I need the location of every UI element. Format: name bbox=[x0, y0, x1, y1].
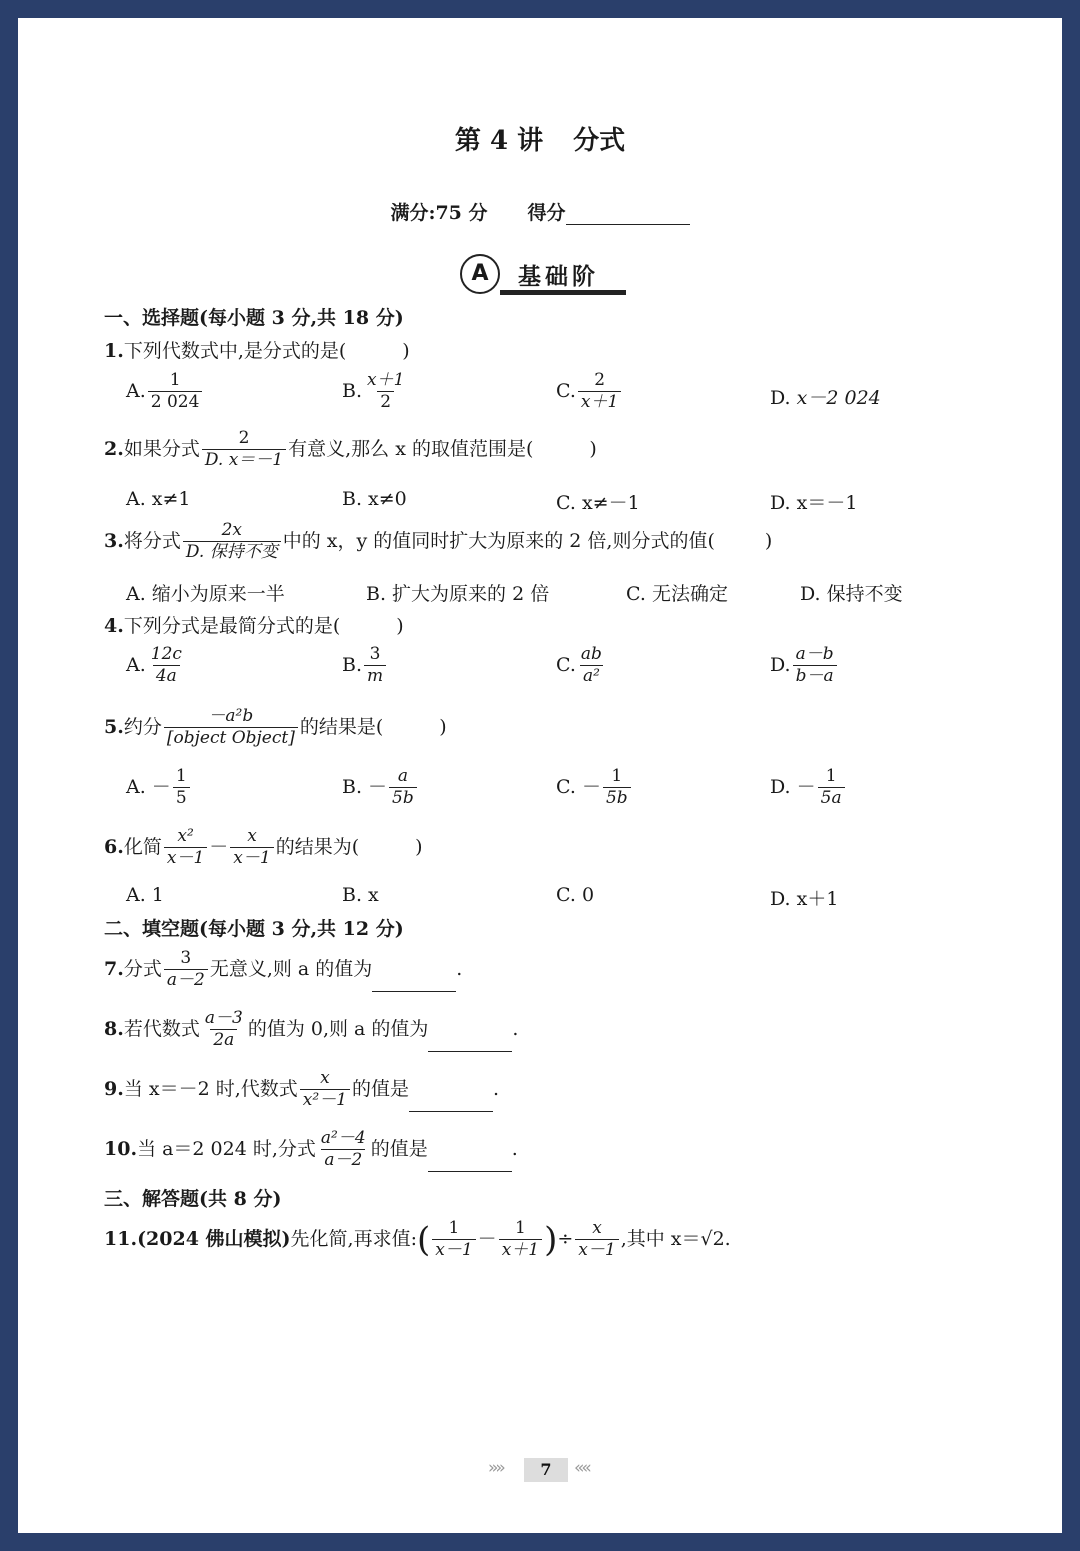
question-6: 6.化简 $\frac{\text{x²}}{x-1}$ － $\frac{x}{x-1}$ 的结果为( ) bbox=[104, 826, 423, 869]
q1-option-d[interactable]: D. x－2 024 bbox=[770, 387, 881, 409]
q4-option-c[interactable]: C. $\frac{ab}{\text{a²}}$ bbox=[556, 644, 602, 687]
level-underline bbox=[500, 290, 626, 295]
q3-option-c[interactable]: C. 无法确定 bbox=[626, 583, 728, 605]
q4-option-b[interactable]: B. $\frac{3}{m}$ bbox=[342, 644, 388, 688]
q2-option-a[interactable]: A. x≠1 bbox=[126, 488, 191, 510]
q6-option-d[interactable]: D. x＋1 bbox=[770, 888, 839, 910]
q3-option-d[interactable]: D. 保持不变 bbox=[800, 583, 903, 605]
question-8: 8.若代数式 $\frac{a-3}{2a}$ 的值为 0,则 a 的值为 . bbox=[104, 1008, 519, 1051]
q3-option-b[interactable]: B. 扩大为原来的 2 倍 bbox=[366, 583, 550, 605]
score-blank[interactable] bbox=[566, 224, 690, 225]
worksheet-page bbox=[18, 18, 1062, 1533]
q4-option-d[interactable]: D. $\frac{a-b}{b-a}$ bbox=[770, 644, 839, 688]
q5-option-d[interactable]: D. － $\frac{1}{5a}$ bbox=[770, 766, 847, 810]
q6-option-a[interactable]: A. 1 bbox=[126, 884, 164, 906]
page-number: 7 bbox=[524, 1458, 568, 1482]
page-arrow-right-icon: «« bbox=[574, 1458, 589, 1478]
fill-blank[interactable] bbox=[372, 991, 456, 992]
section-fill-heading: 二、填空题(每小题 3 分,共 12 分) bbox=[104, 918, 404, 940]
question-11: 11.(2024 佛山模拟)先化简,再求值:( $\frac{1}{x-1}$ － $\frac{1}{x+1}$ )÷ $\frac{x}{x-1}$ ,其中 x＝√2. bbox=[104, 1218, 731, 1261]
fill-blank[interactable] bbox=[409, 1111, 493, 1112]
section-solve-heading: 三、解答题(共 8 分) bbox=[104, 1188, 282, 1210]
level-label: 基础阶 bbox=[518, 264, 599, 290]
q3-option-a[interactable]: A. 缩小为原来一半 bbox=[126, 583, 285, 605]
question-7: 7.分式 $\frac{3}{a-2}$ 无意义,则 a 的值为 . bbox=[104, 948, 463, 991]
q2-option-b[interactable]: B. x≠0 bbox=[342, 488, 407, 510]
page-title: 第 4 讲 分式 bbox=[454, 126, 626, 156]
question-3: 3.将分式 $\frac{2x}{\text{D. 保持不变}}$ 中的 x，y 的值同时扩大为原来的 2 倍,则分式的值( ) bbox=[104, 520, 773, 563]
score-label: 得分 bbox=[527, 202, 566, 224]
q1-option-b[interactable]: B. $\frac{x+1}{2}$ bbox=[342, 370, 405, 413]
fill-blank[interactable] bbox=[428, 1171, 512, 1172]
full-score: 满分:75 分 bbox=[390, 202, 488, 224]
page-arrow-left-icon: »» bbox=[488, 1458, 503, 1478]
question-2: 2.如果分式 $\frac{2}{D. x=-1}$ 有意义,那么 x 的取值范围是( ) bbox=[104, 428, 597, 471]
q4-option-a[interactable]: A. $\frac{12c}{4a}$ bbox=[126, 644, 182, 687]
q2-option-c[interactable]: C. x≠－1 bbox=[556, 492, 640, 514]
question-10: 10.当 a＝2 024 时,分式 $\frac{\text{a²－4}}{a-2}$ 的值是 . bbox=[104, 1128, 518, 1171]
q1-option-a[interactable]: A. $\frac{1}{2 024}$ bbox=[126, 370, 204, 414]
fill-blank[interactable] bbox=[428, 1051, 512, 1052]
q1-option-c[interactable]: C. $\frac{2}{x+1}$ bbox=[556, 370, 623, 414]
question-9: 9.当 x＝－2 时,代数式 $\frac{x}{\text{x²－1}}$ 的值是 . bbox=[104, 1068, 500, 1111]
q6-option-b[interactable]: B. x bbox=[342, 884, 379, 906]
level-a-icon: A bbox=[460, 254, 500, 294]
q2-option-d[interactable]: D. x＝－1 bbox=[770, 492, 858, 514]
section-choice-heading: 一、选择题(每小题 3 分,共 18 分) bbox=[104, 307, 404, 329]
q5-option-a[interactable]: A. － $\frac{1}{5}$ bbox=[126, 766, 192, 810]
score-line bbox=[18, 198, 1062, 225]
q6-option-c[interactable]: C. 0 bbox=[556, 884, 595, 906]
question-4: 4.下列分式是最简分式的是( ) bbox=[104, 615, 404, 637]
q5-option-c[interactable]: C. － $\frac{1}{5b}$ bbox=[556, 766, 633, 810]
question-1: 1.下列代数式中,是分式的是( ) bbox=[104, 340, 410, 362]
question-5: 5.约分 $\frac{\text{－a²b}}{\text{[object Object]}}$ 的结果是( ) bbox=[104, 706, 447, 749]
q5-option-b[interactable]: B. － $\frac{a}{5b}$ bbox=[342, 766, 419, 810]
